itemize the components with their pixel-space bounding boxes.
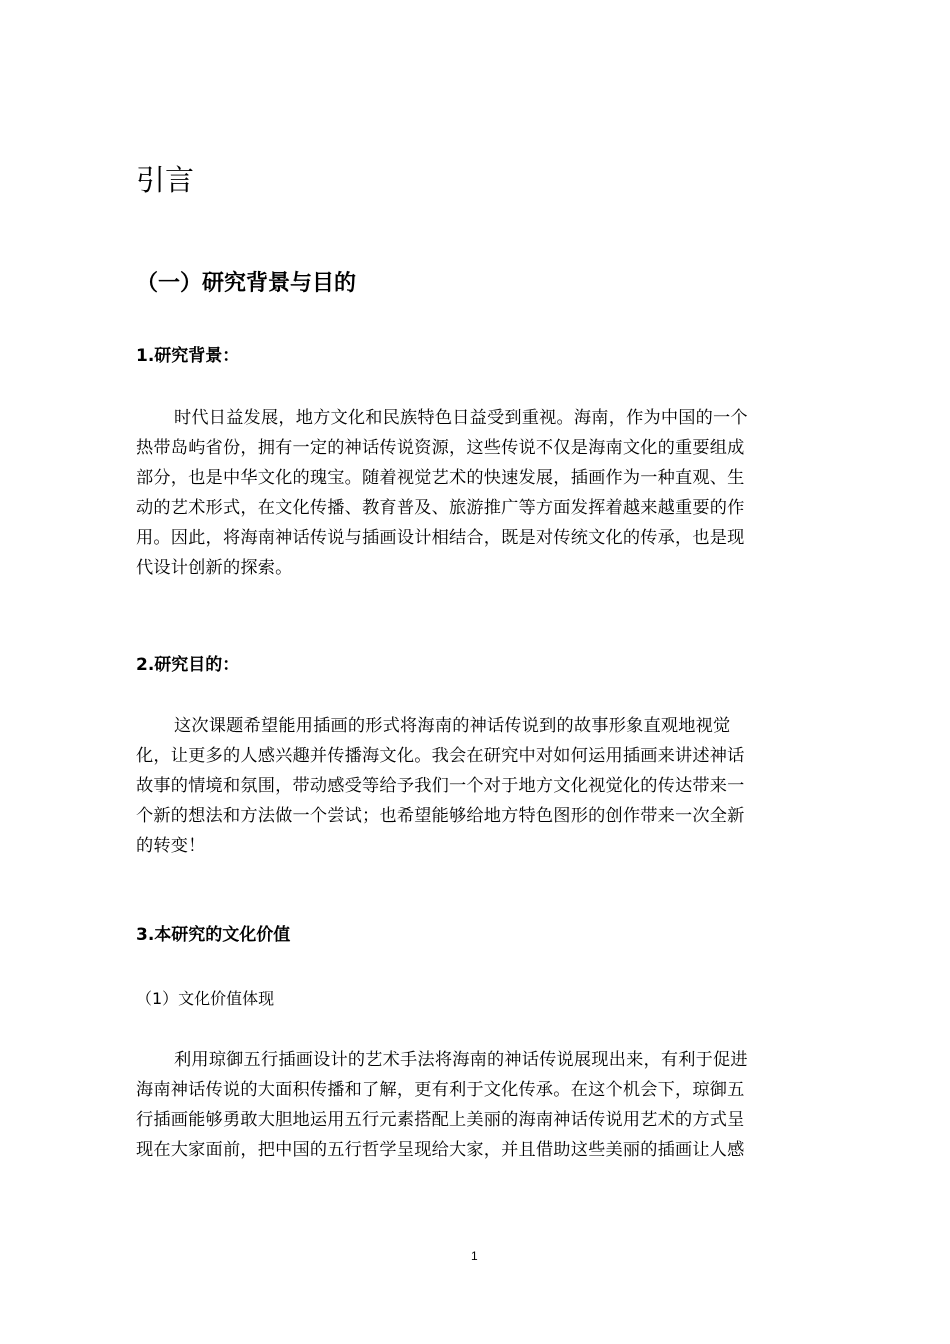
paragraph-research-background [136,403,816,583]
subsection-title-research-background: 1.研究背景： [136,346,240,366]
subsubsection-title-value-embodiment: （1）文化价值体现 [136,989,275,1008]
paragraph-line: 时代日益发展，地方文化和民族特色日益受到重视。海南，作为中国的一个 [174,408,748,428]
subsection-title-research-purpose: 2.研究目的： [136,655,240,675]
paragraph-line: 代设计创新的探索。 [136,558,293,578]
page-number: 1 [471,1249,478,1263]
paragraph-line: 利用琼御五行插画设计的艺术手法将海南的神话传说展现出来，有利于促进 [174,1050,748,1070]
paragraph-line: 故事的情境和氛围，带动感受等给予我们一个对于地方文化视觉化的传达带来一 [136,776,745,796]
paragraph-line: 海南神话传说的大面积传播和了解，更有利于文化传承。在这个机会下，琼御五 [136,1080,745,1100]
heading-intro: 引言 [136,163,195,197]
paragraph-line: 现在大家面前，把中国的五行哲学呈现给大家，并且借助这些美丽的插画让人感 [136,1140,745,1160]
paragraph-line: 的转变！ [136,836,206,856]
subsection-title-cultural-value: 3.本研究的文化价值 [136,925,291,945]
paragraph-research-purpose [136,711,816,861]
paragraph-line: 用。因此，将海南神话传说与插画设计相结合，既是对传统文化的传承，也是现 [136,528,745,548]
paragraph-cultural-value [136,1045,816,1165]
paragraph-line: 这次课题希望能用插画的形式将海南的神话传说到的故事形象直观地视觉 [174,716,731,736]
paragraph-line: 行插画能够勇敢大胆地运用五行元素搭配上美丽的海南神话传说用艺术的方式呈 [136,1110,745,1130]
paragraph-line: 个新的想法和方法做一个尝试；也希望能够给地方特色图形的创作带来一次全新 [136,806,745,826]
section-title-background-purpose: （一）研究背景与目的 [136,271,357,296]
paragraph-line: 动的艺术形式，在文化传播、教育普及、旅游推广等方面发挥着越来越重要的作 [136,498,745,518]
paragraph-line: 部分，也是中华文化的瑰宝。随着视觉艺术的快速发展，插画作为一种直观、生 [136,468,745,488]
paragraph-line: 化，让更多的人感兴趣并传播海文化。我会在研究中对如何运用插画来讲述神话 [136,746,745,766]
paragraph-line: 热带岛屿省份，拥有一定的神话传说资源，这些传说不仅是海南文化的重要组成 [136,438,745,458]
